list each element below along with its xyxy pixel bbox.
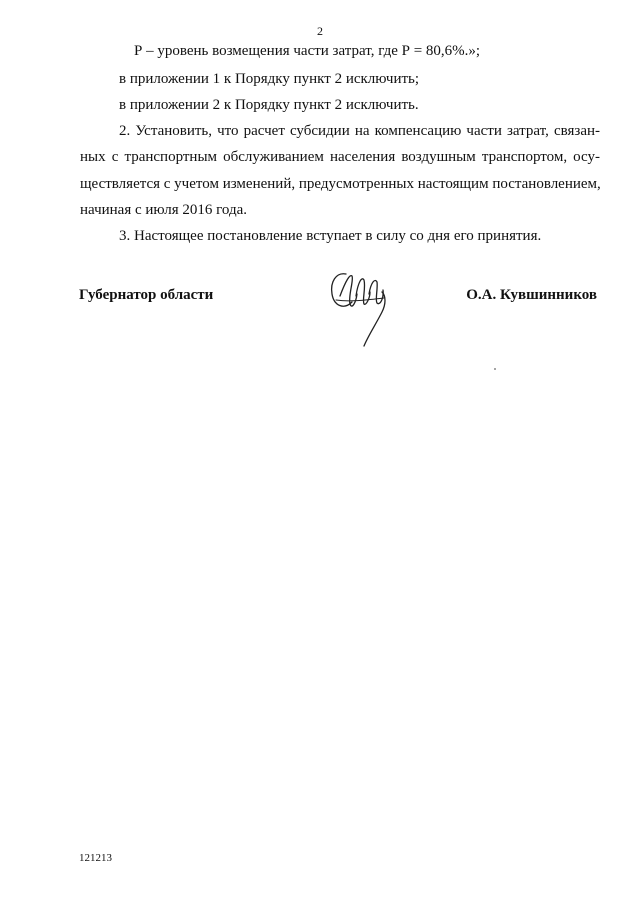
document-code: 121213 [79, 852, 112, 864]
clause-2-line-3: ществляется с учетом изменений, предусмотренных настоящим постановлением, [80, 176, 601, 192]
page-number: 2 [317, 24, 323, 38]
signatory-position: Губернатор области [79, 287, 214, 303]
handwritten-signature [326, 266, 406, 350]
formula-definition-line: Р – уровень возмещения части затрат, где Р = 80,6%.»; [134, 43, 481, 59]
appendix-2-line: в приложении 2 к Порядку пункт 2 исключить. [119, 97, 419, 113]
clause-3-line: 3. Настоящее постановление вступает в силу со дня его принятия. [119, 228, 542, 244]
clause-2-line-4: начиная с июля 2016 года. [80, 202, 248, 218]
clause-2-line-2: ных с транспортным обслуживанием населения воздушным транспортом, осу- [80, 149, 600, 165]
scan-speck [494, 368, 496, 370]
appendix-1-line: в приложении 1 к Порядку пункт 2 исключить; [119, 71, 420, 87]
clause-2-line-1: 2. Установить, что расчет субсидии на компенсацию части затрат, связан- [119, 123, 600, 139]
signatory-name: О.А. Кувшинников [466, 287, 597, 303]
